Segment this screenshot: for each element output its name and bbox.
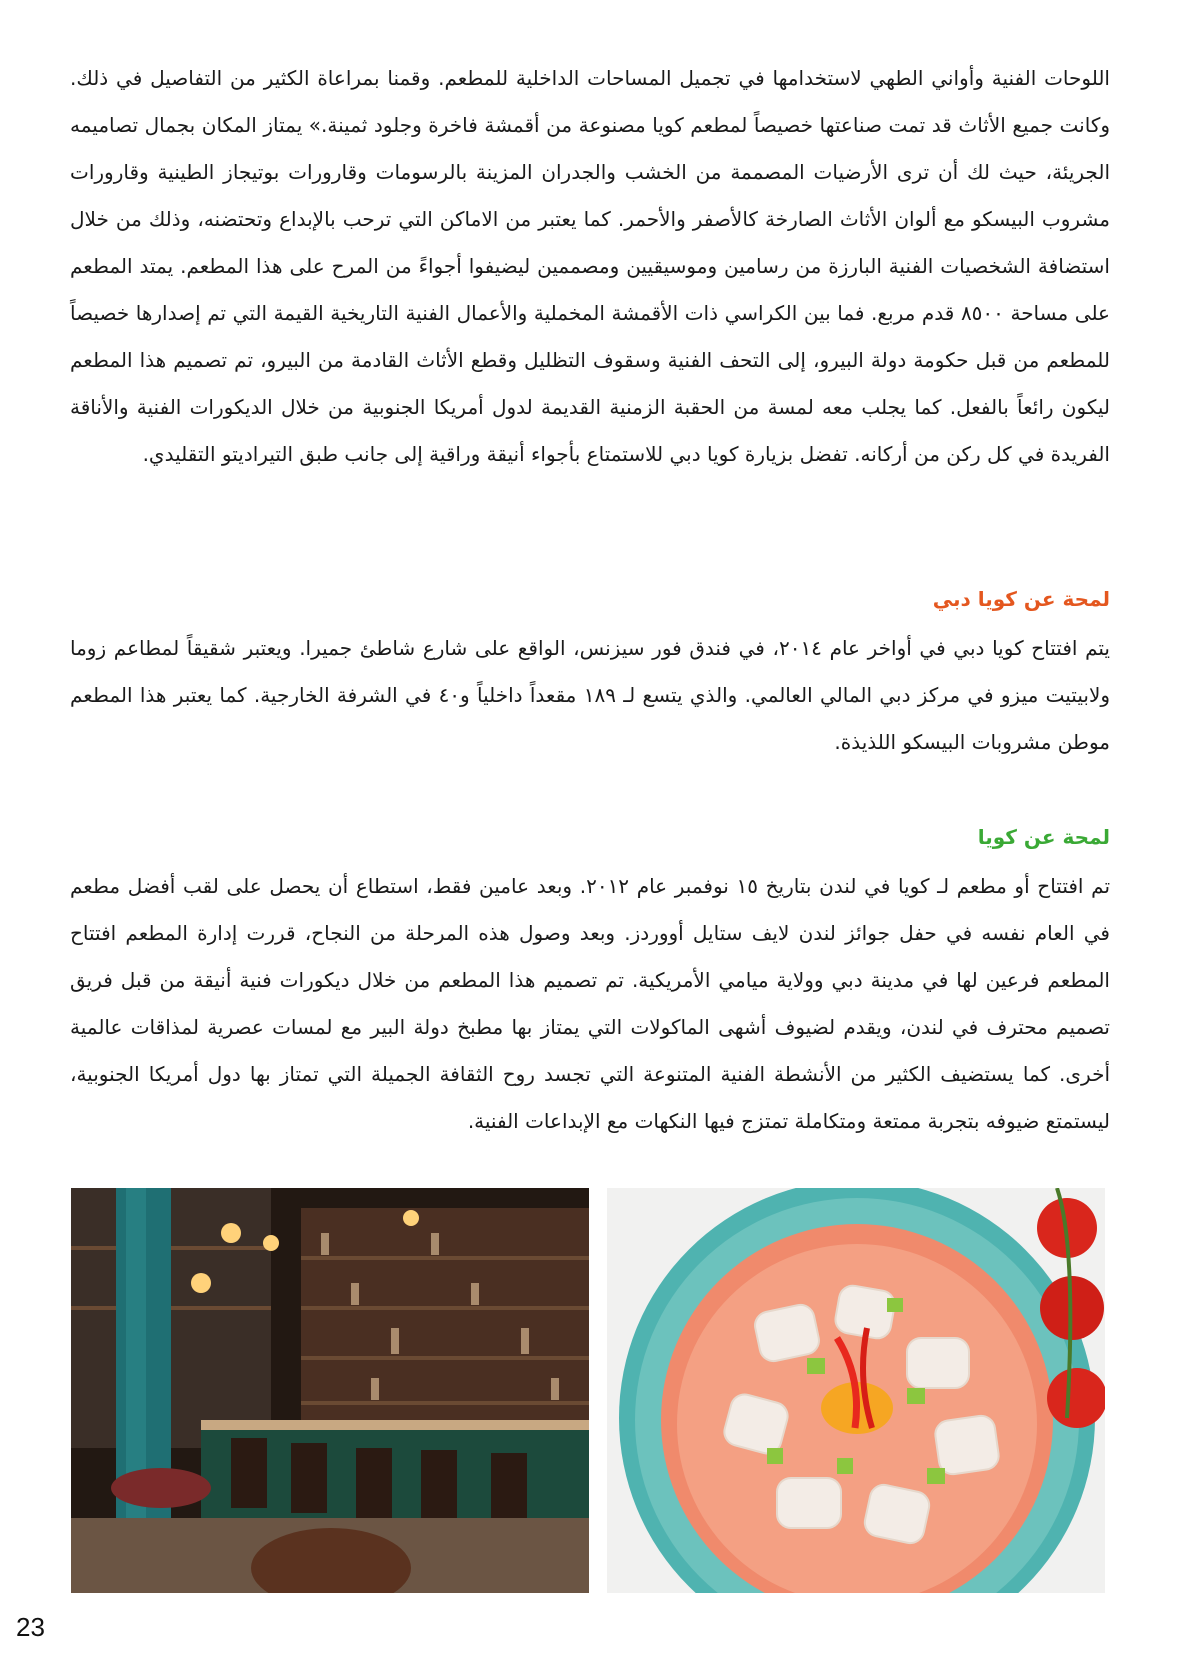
paragraph-text: يتم افتتاح كويا دبي في أواخر عام ٢٠١٤، في فندق فور سيزنس، الواقع على شارع شاطئ جميرا. ويعتبر شقيقاً لمطاعم زوما ولابيتيت ميزو في مركز دبي المالي العالمي. والذي يتسع لـ ١٨٩ مقعداً داخلياً و٤٠ في الشرفة الخارجية. كما يعتبر هذا المطعم موطن مشروبات البيسكو اللذيذة. bbox=[70, 636, 1111, 754]
paragraph-text: تم افتتاح أو مطعم لـ كويا في لندن بتاريخ ١٥ نوفمبر عام ٢٠١٢. وبعد عامين فقط، استطاع أن يحصل على لقب أفضل مطعم في العام نفسه في حفل جوائز لندن لايف ستايل أووردز. وبعد وصول هذه المرحلة من النجاح، قررت إدارة المطعم افتتاح المطعم فرعين لها في مدينة دبي وولاية ميامي الأمريكية. تم تصميم هذا المطعم من خلال ديكورات فنية أنيقة من قبل فريق تصميم محترف في لندن، ويقدم لضيوف أشهى الماكولات التي يمتاز بها مطبخ دولة البير مع لمسات عصرية لمذاقات عالمية أخرى. كما يستضيف الكثير من الأنشطة الفنية المتنوعة التي تجسد روح الثقافة الجميلة التي تمتاز بها دول أمريكا الجنوبية، ليستمتع ضيوفه بتجربة ممتعة ومتكاملة تمتزج فيها النكهات مع الإبداعات الفنية. bbox=[70, 874, 1111, 1133]
bar-interior-photo bbox=[71, 1188, 589, 1593]
section-heading-koya: لمحة عن كويا bbox=[977, 825, 1110, 849]
paragraph-design bbox=[70, 55, 1110, 478]
ceviche-illustration bbox=[607, 1188, 1105, 1593]
paragraph-koya bbox=[70, 863, 1110, 1145]
page-number: 23 bbox=[16, 1612, 45, 1642]
food-photo bbox=[607, 1188, 1105, 1593]
paragraph-koya-dubai bbox=[70, 625, 1110, 766]
section-heading-koya-dubai: لمحة عن كويا دبي bbox=[932, 587, 1110, 611]
paragraph-text: اللوحات الفنية وأواني الطهي لاستخدامها في تجميل المساحات الداخلية للمطعم. وقمنا بمراعاة الكثير من التفاصيل في ذلك. وكانت جميع الأثاث قد تمت صناعتها خصيصاً لمطعم كويا مصنوعة من أقمشة فاخرة وجلود ثمينة.» يمتاز المكان بجمال تصاميمه الجريئة، حيث لك أن ترى الأرضيات المصممة من الخشب والجدران المزينة بالرسومات وقارورات بوتيجاز الطينية وقارورات مشروب البيسكو مع ألوان الأثاث الصارخة كالأصفر والأحمر. كما يعتبر من الاماكن التي ترحب بالإبداع وتحتضنه، وذلك من خلال استضافة الشخصيات الفنية البارزة من رسامين وموسيقيين ومصممين ليضيفوا أجواءً من المرح على هذا المطعم. يمتد المطعم على مساحة ٨٥٠٠ قدم مربع. فما بين الكراسي ذات الأقمشة المخملية والأعمال الفنية التاريخية القيمة التي تم إصدارها خصيصاً للمطعم من قبل حكومة دولة البيرو، إلى التحف الفنية وسقوف التظليل وقطع الأثاث القادمة من البيرو، تم تصميم هذا المطعم ليكون رائعاً بالفعل. كما يجلب معه لمسة من الحقبة الزمنية القديمة لدول أمريكا الجنوبية من خلال الديكورات الفنية والأناقة الفريدة في كل ركن من أركانه. تفضل بزيارة كويا دبي للاستمتاع بأجواء أنيقة وراقية إلى جانب طبق التيراديتو التقليدي. bbox=[70, 66, 1110, 466]
bar-illustration bbox=[71, 1188, 589, 1593]
